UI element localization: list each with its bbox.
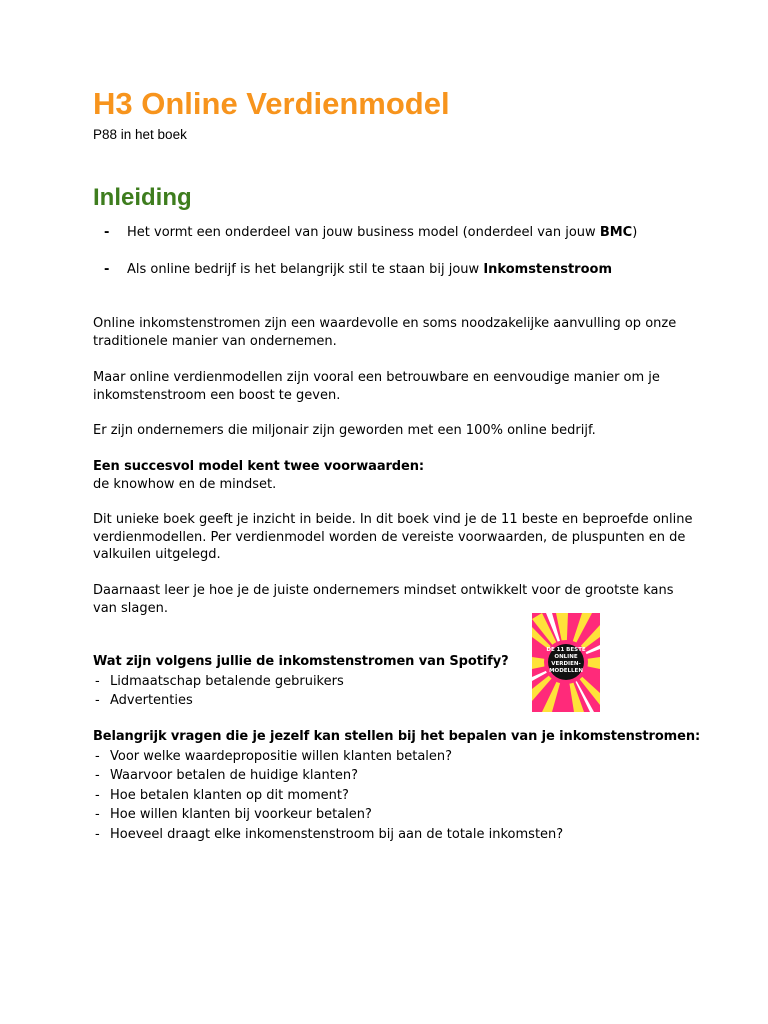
list-item: - Hoeveel draagt elke inkomenstenstroom bij aan de totale inkomsten? bbox=[93, 825, 700, 845]
list-item: - Lidmaatschap betalende gebruikers bbox=[93, 672, 509, 692]
list-item: - Waarvoor betalen de huidige klanten? bbox=[93, 766, 700, 786]
cover-title-line: MODELLEN bbox=[549, 668, 583, 674]
bullet-text: Het vormt een onderdeel van jouw business model (onderdeel van jouw bbox=[127, 225, 600, 240]
questions-heading: Belangrijk vragen die je jezelf kan stellen bij het bepalen van je inkomstenstromen: bbox=[93, 729, 701, 744]
questions-list bbox=[93, 747, 700, 845]
list-item: - Hoe willen klanten bij voorkeur betalen? bbox=[93, 805, 700, 825]
page-title: H3 Online Verdienmodel bbox=[93, 86, 450, 121]
questions-section bbox=[93, 727, 700, 844]
paragraph: Dit unieke boek geeft je inzicht in beide. In dit boek vind je de 11 beste en beproefde online verdienmodellen. Per verdienmodel worden de vereiste voorwaarden, de pluspunten en de valkuilen uitgelegd. bbox=[93, 512, 693, 562]
list-item: - Voor welke waardepropositie willen klanten betalen? bbox=[93, 747, 700, 767]
list-item: - Advertenties bbox=[93, 691, 509, 711]
list-item: - Hoe betalen klanten op dit moment? bbox=[93, 786, 700, 806]
cover-title-line: DE 11 BESTE bbox=[546, 647, 586, 653]
paragraph: Er zijn ondernemers die miljonair zijn geworden met een 100% online bedrijf. bbox=[93, 423, 596, 438]
dash-bullet: - bbox=[104, 225, 110, 240]
spotify-question: Wat zijn volgens jullie de inkomstenstromen van Spotify? bbox=[93, 654, 509, 669]
cover-title-line: ONLINE bbox=[554, 654, 578, 660]
bullet-bold: BMC bbox=[599, 225, 633, 240]
book-cover-art bbox=[532, 613, 600, 712]
bullet-text: Als online bedrijf is het belangrijk stil te staan bij jouw bbox=[127, 262, 484, 277]
bullet-bold: Inkomstenstroom bbox=[483, 262, 612, 277]
paragraph: Online inkomstenstromen zijn een waardevolle en soms noodzakelijke aanvulling op onze traditionele manier van ondernemen. bbox=[93, 316, 677, 349]
dash-bullet: - bbox=[104, 262, 110, 277]
spotify-list bbox=[93, 672, 509, 711]
page-subtitle: P88 in het boek bbox=[93, 127, 187, 142]
document-page bbox=[93, 0, 701, 1024]
paragraph: Een succesvol model kent twee voorwaarden: de knowhow en de mindset. bbox=[93, 459, 424, 492]
cover-title-line: VERDIEN- bbox=[551, 661, 581, 667]
spotify-section bbox=[93, 652, 509, 711]
model-heading: Een succesvol model kent twee voorwaarden: bbox=[93, 459, 424, 474]
paragraph: Maar online verdienmodellen zijn vooral een betrouwbare en eenvoudige manier om je inkomstenstroom een boost te geven. bbox=[93, 370, 660, 403]
bullet-after: ) bbox=[632, 225, 638, 240]
book-cover-image bbox=[532, 613, 600, 712]
paragraph: Daarnaast leer je hoe je de juiste ondernemers mindset ontwikkelt voor de grootste kans van slagen. bbox=[93, 583, 674, 616]
section-heading: Inleiding bbox=[93, 184, 192, 211]
